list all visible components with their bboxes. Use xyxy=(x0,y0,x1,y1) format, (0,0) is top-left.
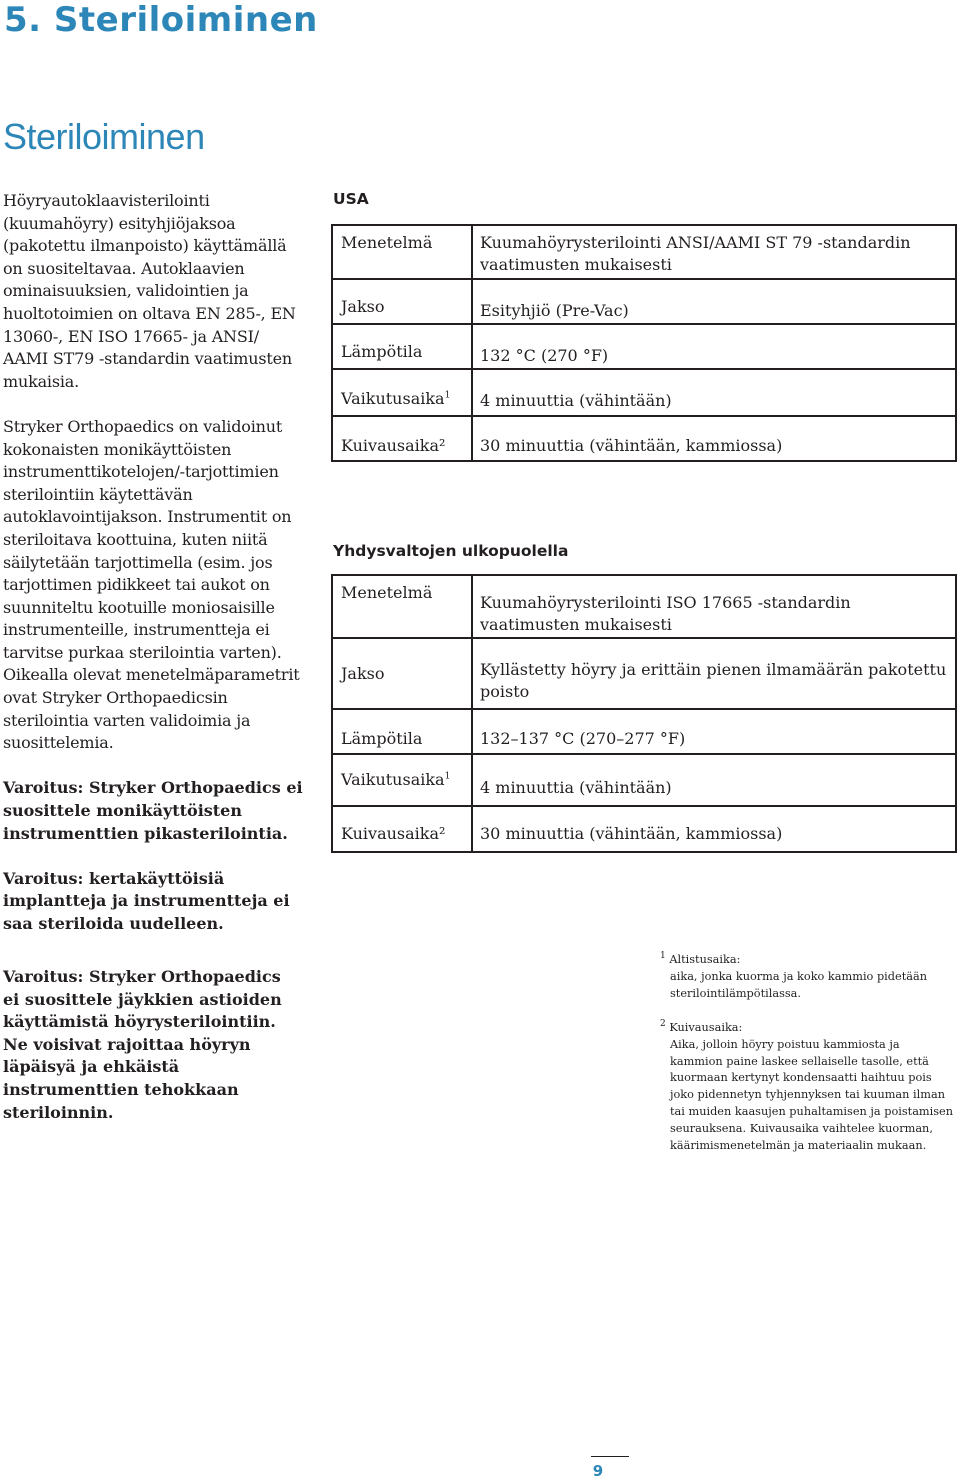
footnote-text: Aika, jolloin höyry poistuu kammiosta ja kammion paine laskee sellaiselle tasolle, että kuormaan kertynyt kondensaatti haihtuu pois joko pidennetyn tyhjennyksen tai kuuman ilman tai muiden kaasujen puhaltamisen ja poistamisen seurauksena. Kuivausaika vaihtelee kuorman, käärimismenetelmän ja materiaalin mukaan. xyxy=(670,1037,954,1152)
table-row xyxy=(332,369,956,416)
warning-rigid-containers: Varoitus: Stryker Orthopaedics ei suosittele jäykkien astioiden käyttämistä höyrysterilointiin. Ne voisivat rajoittaa höyryn läpäisyä ja ehkäistä instrumenttien tehokkaan steriloinnin. xyxy=(3,967,282,1122)
footnote-2-head xyxy=(660,1020,955,1037)
row-label: Lämpötila xyxy=(332,709,472,754)
usa-parameter-table xyxy=(331,224,957,462)
intl-parameter-table xyxy=(331,574,957,853)
table-row xyxy=(332,806,956,852)
footnote-marker: 1 xyxy=(444,771,451,782)
row-value: Kuumahöyrysterilointi ISO 17665 -standardin vaatimusten mukaisesti xyxy=(472,575,956,638)
footnote-1-head xyxy=(660,952,955,969)
intl-heading: Yhdysvaltojen ulkopuolella xyxy=(333,542,569,560)
row-label xyxy=(332,369,472,416)
warning-single-use: Varoitus: kertakäyttöisiä implantteja ja instrumentteja ei saa steriloida uudelleen. xyxy=(3,868,290,933)
row-label: Menetelmä xyxy=(332,575,472,638)
table-row xyxy=(332,225,956,279)
left-column xyxy=(3,190,308,958)
row-value: 4 minuuttia (vähintään) xyxy=(472,369,956,416)
row-label: Kuivausaika² xyxy=(332,806,472,852)
footnote-2 xyxy=(660,1020,955,1154)
row-value: 132 °C (270 °F) xyxy=(472,324,956,369)
footnote-marker: 1 xyxy=(444,390,451,401)
row-label-text: Vaikutusaika xyxy=(341,389,445,408)
table-row xyxy=(332,754,956,806)
footnote-title: Altistusaika: xyxy=(669,953,741,966)
table-row xyxy=(332,324,956,369)
row-value: Kyllästetty höyry ja erittäin pienen ilmamäärän pakotettu poisto xyxy=(472,638,956,709)
row-label: Jakso xyxy=(332,279,472,324)
page-number: 9 xyxy=(592,1462,604,1480)
page-number-rule xyxy=(591,1456,629,1457)
footnote-1 xyxy=(660,952,955,1002)
row-value: Kuumahöyrysterilointi ANSI/AAMI ST 79 -standardin vaatimusten mukaisesti xyxy=(472,225,956,279)
footnote-title: Kuivausaika: xyxy=(669,1021,743,1034)
intro-paragraph: Höyryautoklaavisterilointi (kuumahöyry) esityhjiöjaksoa (pakotettu ilmanpoisto) käyttämällä on suositeltavaa. Autoklaavien ominaisuuksien, validointien ja huoltotoimien on oltava EN 285-, EN 13060-, EN ISO 17665- ja ANSI/ AAMI ST79 -standardin vaatimusten mukaisia. xyxy=(3,191,296,391)
section-title: Steriloiminen xyxy=(3,116,205,157)
row-label: Kuivausaika² xyxy=(332,416,472,461)
table-row xyxy=(332,279,956,324)
row-value: 132–137 °C (270–277 °F) xyxy=(472,709,956,754)
row-label xyxy=(332,754,472,806)
table-row xyxy=(332,638,956,709)
validation-paragraph: Stryker Orthopaedics on validoinut kokonaisten monikäyttöisten instrumenttikotelojen/-tarjottimien sterilointiin käytettävän autoklavointijakson. Instrumentit on steriloitava koottuina, kuten niitä säilytetään tarjottimella (esim. jos tarjottimen pidikkeet tai aukot on suunniteltu kootuille moniosaisille instrumenteille, instrumentteja ei tarvitse purkaa sterilointia varten). Oikealla olevat menetelmäparametrit ovat Stryker Orthopaedicsin sterilointia varten validoimia ja suosittelemia. xyxy=(3,416,300,753)
footnote-marker: 1 xyxy=(660,951,666,962)
chapter-title: 5. Steriloiminen xyxy=(4,0,318,40)
row-label: Jakso xyxy=(332,638,472,709)
table-row xyxy=(332,416,956,461)
table-row xyxy=(332,575,956,638)
row-value: Esityhjiö (Pre-Vac) xyxy=(472,279,956,324)
row-label-text: Vaikutusaika xyxy=(341,770,445,789)
row-label: Menetelmä xyxy=(332,225,472,279)
table-row xyxy=(332,709,956,754)
row-label: Lämpötila xyxy=(332,324,472,369)
footnote-marker: 2 xyxy=(660,1019,666,1030)
footnote-text: aika, jonka kuorma ja koko kammio pidetään sterilointilämpötilassa. xyxy=(670,969,927,1000)
row-value: 4 minuuttia (vähintään) xyxy=(472,754,956,806)
row-value: 30 minuuttia (vähintään, kammiossa) xyxy=(472,806,956,852)
row-value: 30 minuuttia (vähintään, kammiossa) xyxy=(472,416,956,461)
warning-flash-sterilization: Varoitus: Stryker Orthopaedics ei suosittele monikäyttöisten instrumenttien pikasterilointia. xyxy=(3,778,303,843)
usa-heading: USA xyxy=(333,190,369,208)
